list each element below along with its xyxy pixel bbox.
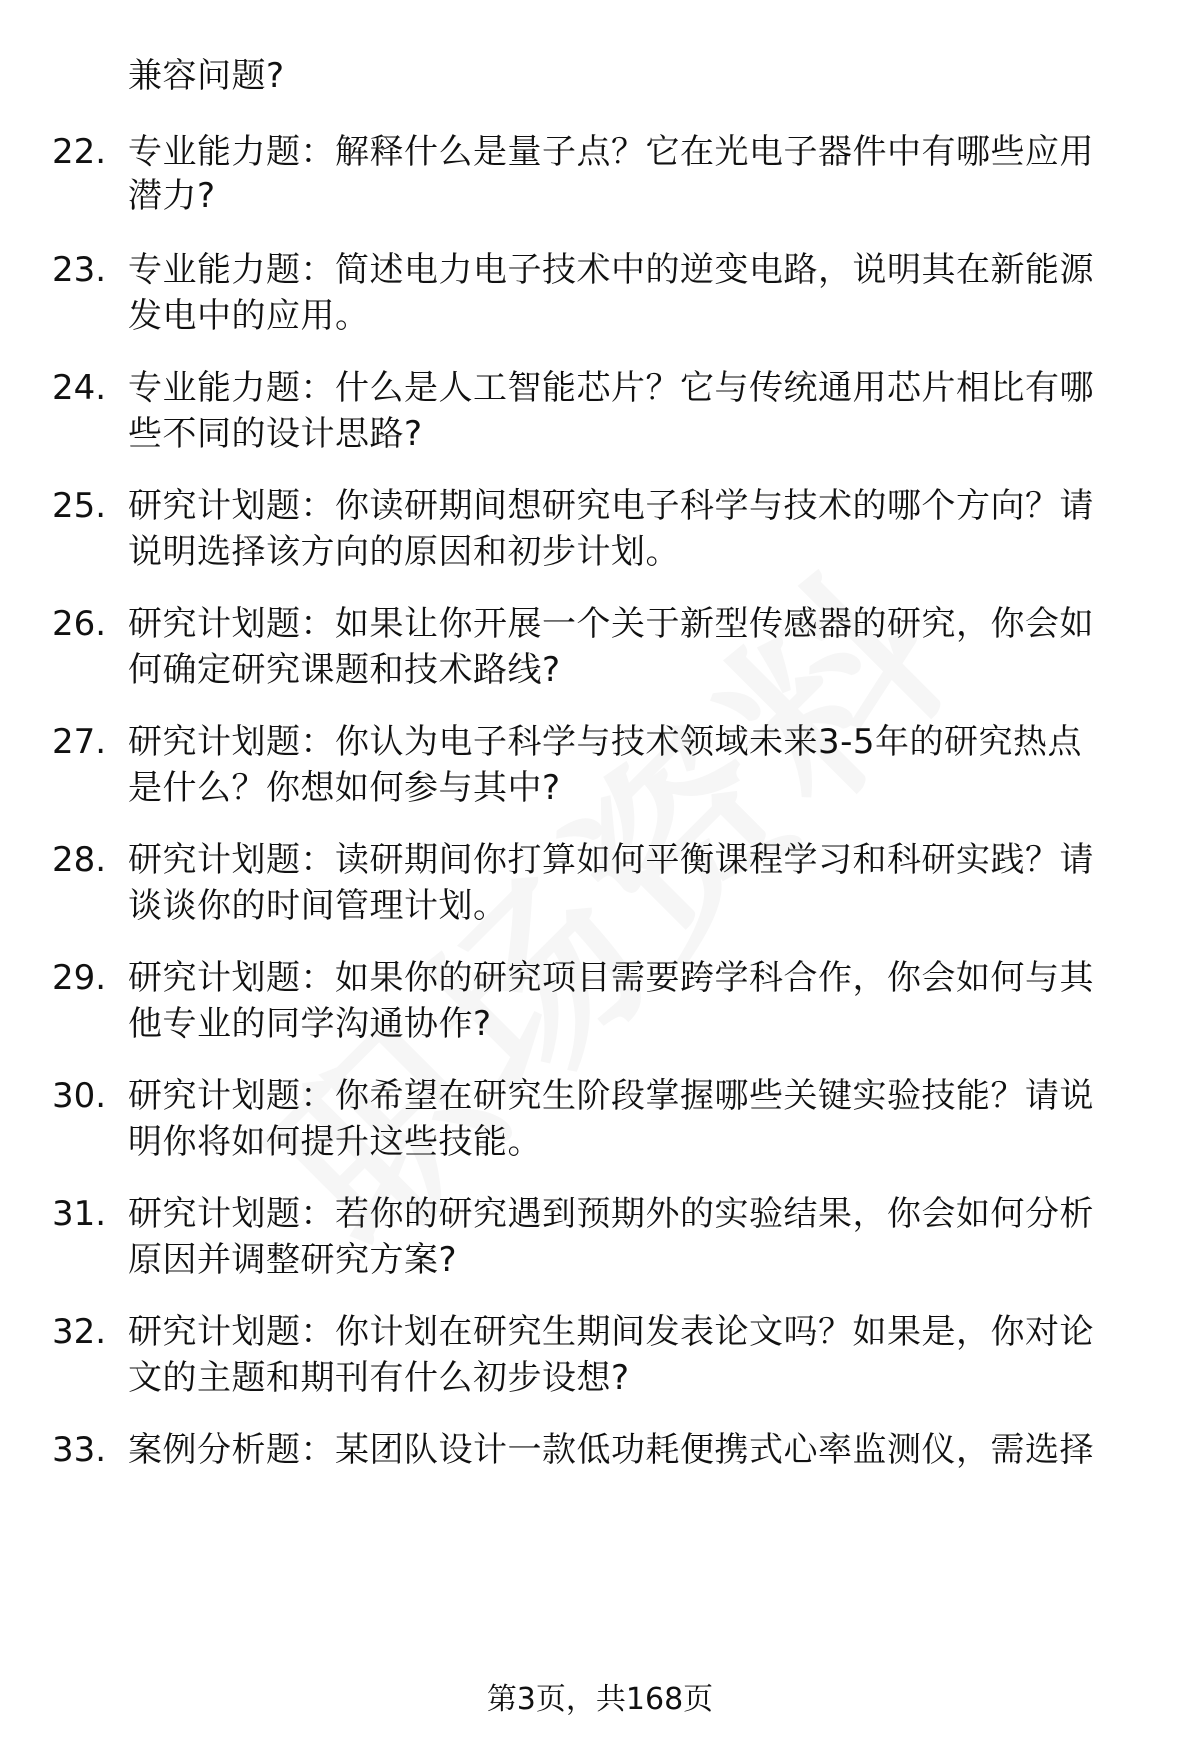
question-number: 28. xyxy=(52,840,107,880)
question-line: 研究计划题：你认为电子科学与技术领域未来3-5年的研究热点 xyxy=(128,722,1083,762)
question-line: 研究计划题：读研期间你打算如何平衡课程学习和科研实践？请 xyxy=(128,840,1094,880)
question-line: 专业能力题：简述电力电子技术中的逆变电路，说明其在新能源 xyxy=(128,250,1094,290)
question-line: 研究计划题：你希望在研究生阶段掌握哪些关键实验技能？请说 xyxy=(128,1076,1094,1116)
question-line: 案例分析题：某团队设计一款低功耗便携式心率监测仪，需选择 xyxy=(128,1430,1094,1470)
question-line: 潜力? xyxy=(128,176,216,216)
question-line: 他专业的同学沟通协作? xyxy=(128,1004,492,1044)
question-number: 29. xyxy=(52,958,107,998)
question-line: 研究计划题：若你的研究遇到预期外的实验结果，你会如何分析 xyxy=(128,1194,1094,1234)
question-number: 27. xyxy=(52,722,107,762)
question-line: 研究计划题：你读研期间想研究电子科学与技术的哪个方向？请 xyxy=(128,486,1094,526)
question-line: 文的主题和期刊有什么初步设想? xyxy=(128,1358,630,1398)
question-number: 22. xyxy=(52,132,107,172)
question-line: 是什么？你想如何参与其中? xyxy=(128,768,561,808)
question-line: 研究计划题：你计划在研究生期间发表论文吗？如果是，你对论 xyxy=(128,1312,1094,1352)
question-line: 谈谈你的时间管理计划。 xyxy=(128,886,508,926)
page-footer: 第3页，共168页 xyxy=(486,1682,714,1717)
question-number: 26. xyxy=(52,604,107,644)
question-number: 30. xyxy=(52,1076,107,1116)
question-number: 33. xyxy=(52,1430,107,1470)
question-line: 研究计划题：如果你的研究项目需要跨学科合作，你会如何与其 xyxy=(128,958,1094,998)
question-line: 何确定研究课题和技术路线? xyxy=(128,650,561,690)
question-number: 25. xyxy=(52,486,107,526)
question-line: 专业能力题：解释什么是量子点？它在光电子器件中有哪些应用 xyxy=(128,132,1094,172)
question-line: 明你将如何提升这些技能。 xyxy=(128,1122,542,1162)
question-line: 些不同的设计思路? xyxy=(128,414,423,454)
question-line: 研究计划题：如果让你开展一个关于新型传感器的研究，你会如 xyxy=(128,604,1094,644)
question-line: 说明选择该方向的原因和初步计划。 xyxy=(128,532,680,572)
question-line: 发电中的应用。 xyxy=(128,296,370,336)
question-number: 31. xyxy=(52,1194,107,1234)
question-number: 23. xyxy=(52,250,107,290)
continuation-line: 兼容问题? xyxy=(128,56,285,96)
question-line: 原因并调整研究方案? xyxy=(128,1240,458,1280)
question-number: 32. xyxy=(52,1312,107,1352)
question-number: 24. xyxy=(52,368,107,408)
question-line: 专业能力题：什么是人工智能芯片？它与传统通用芯片相比有哪 xyxy=(128,368,1094,408)
